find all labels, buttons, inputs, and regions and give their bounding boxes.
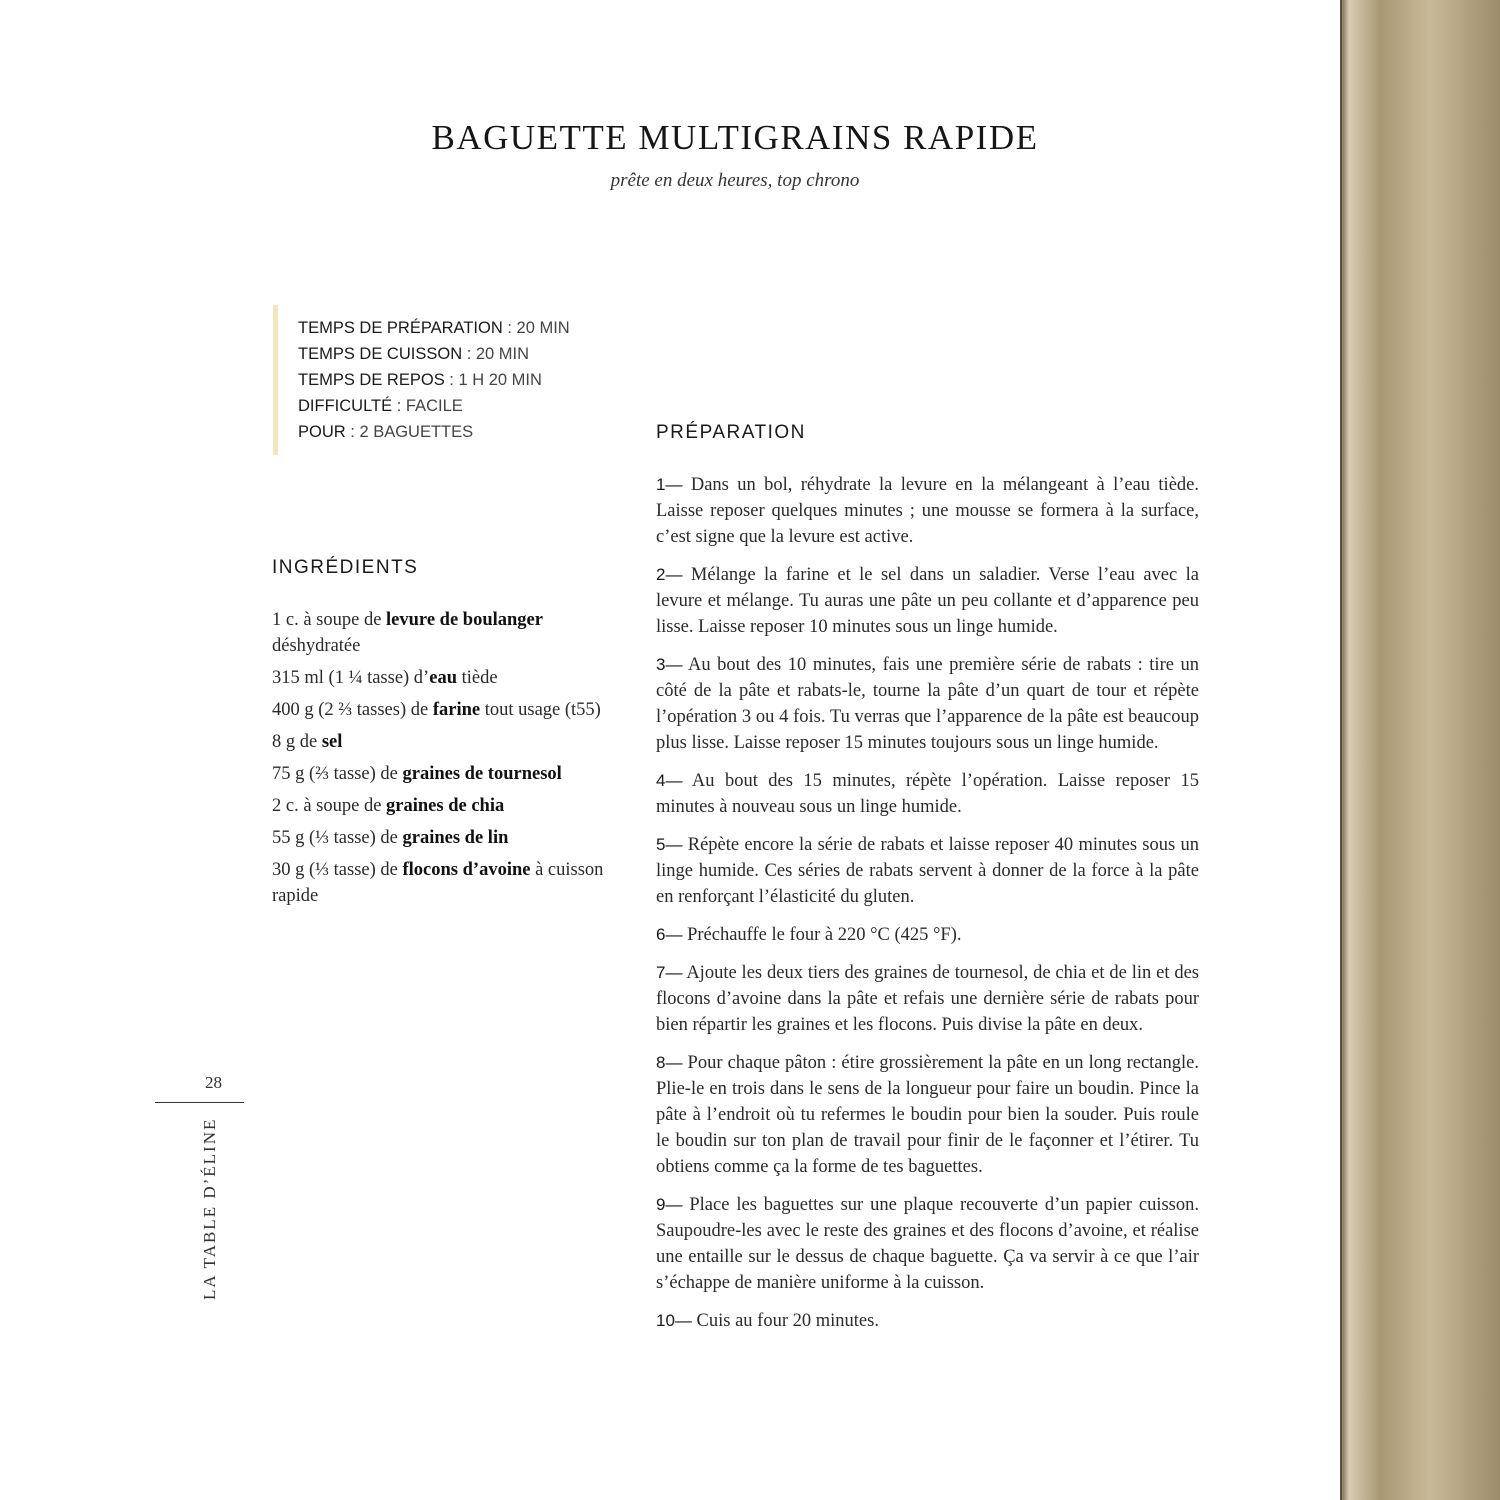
info-row-servings: POUR : 2 BAGUETTES xyxy=(298,423,474,441)
info-row-difficulty: DIFFICULTÉ : FACILE xyxy=(298,397,463,415)
ingredient-item: 75 g (⅔ tasse) de graines de tournesol xyxy=(272,764,562,784)
info-row-prep-time: TEMPS DE PRÉPARATION : 20 MIN xyxy=(298,319,570,337)
preparation-step: 5— Répète encore la série de rabats et laisse reposer 40 minutes sous un linge humide. Ces séries de rabats servent à donner de la force à la pâte en renforçant l’élasticité du gluten. xyxy=(656,835,1199,907)
recipe-subtitle: prête en deux heures, top chrono xyxy=(610,170,860,191)
book-page-edge xyxy=(1340,0,1500,1500)
ingredient-item: 2 c. à soupe de graines de chia xyxy=(272,796,505,816)
ingredient-item: 8 g de sel xyxy=(272,732,343,752)
preparation-step: 2— Mélange la farine et le sel dans un saladier. Verse l’eau avec la levure et mélange. Tu auras une pâte un peu collante et d’apparence peu lisse. Laisse reposer 10 minutes sous un linge humide. xyxy=(656,565,1199,637)
recipe-info-box xyxy=(273,305,638,455)
recipe-title: BAGUETTE MULTIGRAINS RAPIDE xyxy=(431,118,1039,157)
preparation-step: 8— Pour chaque pâton : étire grossièrement la pâte en un long rectangle. Plie-le en trois dans le sens de la longueur pour faire un boudin. Pince la pâte à l’endroit où tu refermes le boudin pour bien la souder. Puis roule le boudin sur ton plan de travail pour finir de le façonner et l’étirer. Tu obtiens comme ça la forme de tes baguettes. xyxy=(656,1053,1199,1177)
ingredients-heading: INGRÉDIENTS xyxy=(272,557,419,578)
ingredient-item: 315 ml (1 ¼ tasse) d’eau tiède xyxy=(272,668,498,688)
info-row-cook-time: TEMPS DE CUISSON : 20 MIN xyxy=(298,345,530,363)
preparation-step: 9— Place les baguettes sur une plaque recouverte d’un papier cuisson. Saupoudre-les avec le reste des graines et des flocons d’avoine, et réalise une entaille sur le dessus de chaque baguette. Ça va servir à ce que l’air s’échappe de manière uniforme à la cuisson. xyxy=(656,1195,1199,1293)
preparation-heading: PRÉPARATION xyxy=(656,422,806,443)
preparation-steps xyxy=(656,472,1199,1346)
preparation-step: 3— Au bout des 10 minutes, fais une première série de rabats : tire un côté de la pâte et rabats-le, tourne la pâte d’un quart de tour et répète l’opération 3 ou 4 fois. Tu verras que l’apparence de la pâte est beaucoup plus lisse. Laisse reposer 15 minutes toujours sous un linge humide. xyxy=(656,655,1199,753)
running-title: LA TABLE D’ÉLINE xyxy=(200,1117,219,1300)
info-row-rest-time: TEMPS DE REPOS : 1 H 20 MIN xyxy=(298,371,542,389)
ingredient-item: 400 g (2 ⅔ tasses) de farine tout usage (t55) xyxy=(272,700,601,720)
preparation-step: 10— Cuis au four 20 minutes. xyxy=(656,1311,879,1331)
preparation-step: 4— Au bout des 15 minutes, répète l’opération. Laisse reposer 15 minutes à nouveau sous un linge humide. xyxy=(656,771,1199,817)
ingredient-item: 30 g (⅓ tasse) de flocons d’avoine à cuisson rapide xyxy=(272,860,604,906)
page-number: 28 xyxy=(205,1073,222,1092)
ingredients-list xyxy=(272,607,612,915)
ingredient-item: 1 c. à soupe de levure de boulanger déshydratée xyxy=(272,610,543,656)
ingredient-item: 55 g (⅓ tasse) de graines de lin xyxy=(272,828,509,848)
folio-divider xyxy=(155,1102,244,1103)
preparation-step: 1— Dans un bol, réhydrate la levure en la mélangeant à l’eau tiède. Laisse reposer quelques minutes ; une mousse se formera à la surface, c’est signe que la levure est active. xyxy=(656,475,1199,547)
preparation-step: 7— Ajoute les deux tiers des graines de tournesol, de chia et de lin et des flocons d’avoine dans la pâte et refais une dernière série de rabats pour bien répartir les graines et les flocons. Puis divise la pâte en deux. xyxy=(656,963,1199,1035)
preparation-step: 6— Préchauffe le four à 220 °C (425 °F). xyxy=(656,925,962,945)
